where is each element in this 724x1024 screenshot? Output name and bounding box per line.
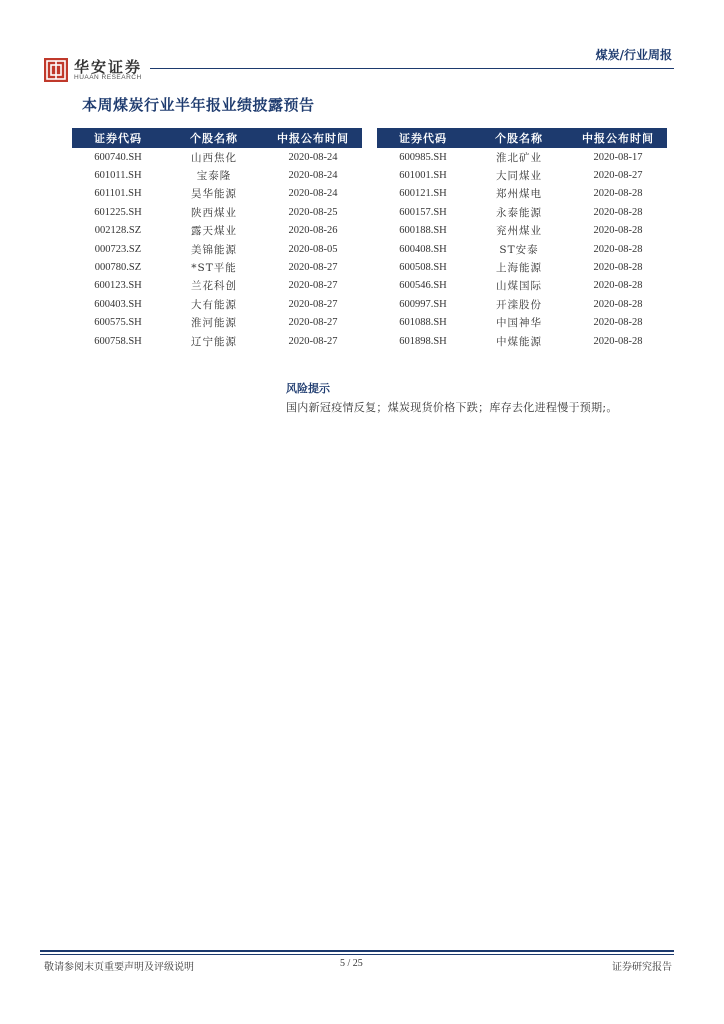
- column-header-date: 中报公布时间: [264, 128, 362, 148]
- stock-code: 600985.SH: [399, 151, 447, 163]
- stock-name: 上海能源: [496, 262, 542, 275]
- report-date: 2020-08-24: [288, 151, 338, 163]
- table-row: [72, 222, 362, 240]
- stock-code: 002128.SZ: [94, 225, 142, 237]
- report-date: 2020-08-28: [593, 206, 643, 218]
- stock-code: 600157.SH: [399, 206, 447, 218]
- table-row: [72, 185, 362, 203]
- stock-code: 600758.SH: [94, 335, 142, 347]
- stock-code: 600403.SH: [94, 298, 142, 310]
- huaan-logo-icon: [44, 58, 68, 82]
- report-category: 煤炭/行业周报: [595, 48, 672, 62]
- report-date: 2020-08-24: [288, 188, 338, 200]
- report-date: 2020-08-27: [593, 170, 643, 182]
- stock-code: 600408.SH: [399, 243, 447, 255]
- stock-name: 淮北矿业: [496, 151, 542, 164]
- report-date: 2020-08-27: [288, 280, 338, 292]
- stock-name: *ST平能: [191, 262, 237, 275]
- report-date: 2020-08-28: [593, 335, 643, 347]
- stock-code: 601101.SH: [94, 188, 142, 200]
- stock-code: 601898.SH: [399, 335, 447, 347]
- table-row: [377, 332, 667, 350]
- risk-text: 国内新冠疫情反复；煤炭现货价格下跌；库存去化进程慢于预期;。: [286, 401, 618, 414]
- table-row: [377, 166, 667, 184]
- table-row: [72, 258, 362, 276]
- disclosure-table-left: [72, 128, 362, 350]
- table-row: [72, 277, 362, 295]
- stock-name: 大同煤业: [496, 170, 542, 183]
- stock-name: 中国神华: [496, 317, 542, 330]
- table-row: [377, 240, 667, 258]
- report-date: 2020-08-28: [593, 317, 643, 329]
- stock-name: 兰花科创: [191, 280, 237, 293]
- stock-code: 600508.SH: [399, 262, 447, 274]
- table-row: [377, 185, 667, 203]
- report-date: 2020-08-27: [288, 317, 338, 329]
- stock-code: 600575.SH: [94, 317, 142, 329]
- report-date: 2020-08-26: [288, 225, 338, 237]
- report-date: 2020-08-28: [593, 243, 643, 255]
- table-row: [377, 222, 667, 240]
- table-row: [377, 295, 667, 313]
- stock-name: 山西焦化: [191, 151, 237, 164]
- stock-code: 000723.SZ: [94, 243, 142, 255]
- stock-name: 郑州煤电: [496, 188, 542, 201]
- stock-code: 600740.SH: [94, 151, 142, 163]
- stock-name: 中煤能源: [496, 335, 542, 348]
- footer-disclaimer: 敬请参阅末页重要声明及评级说明: [44, 962, 194, 973]
- risk-title: 风险提示: [286, 382, 330, 395]
- stock-name: 兖州煤业: [496, 225, 542, 238]
- table-row: [377, 203, 667, 221]
- table-header-row: [377, 128, 667, 148]
- stock-name: 开滦股份: [496, 298, 542, 311]
- table-header-row: [72, 128, 362, 148]
- column-header-code: 证券代码: [72, 128, 164, 148]
- report-date: 2020-08-28: [593, 298, 643, 310]
- table-row: [72, 166, 362, 184]
- table-row: [72, 240, 362, 258]
- stock-name: 淮河能源: [191, 317, 237, 330]
- column-header-date: 中报公布时间: [569, 128, 667, 148]
- report-date: 2020-08-24: [288, 170, 338, 182]
- table-row: [377, 258, 667, 276]
- table-row: [72, 295, 362, 313]
- stock-code: 601001.SH: [399, 170, 447, 182]
- page-number: 5 / 25: [340, 958, 363, 969]
- report-date: 2020-08-05: [288, 243, 338, 255]
- stock-name: 宝泰隆: [196, 170, 232, 183]
- footer-divider: [40, 950, 674, 952]
- disclosure-table-right: [377, 128, 667, 350]
- stock-code: 600546.SH: [399, 280, 447, 292]
- report-date: 2020-08-28: [593, 188, 643, 200]
- footer-report-type: 证券研究报告: [612, 962, 672, 973]
- report-date: 2020-08-25: [288, 206, 338, 218]
- footer-divider-thin: [40, 954, 674, 955]
- stock-code: 600123.SH: [94, 280, 142, 292]
- table-row: [72, 203, 362, 221]
- report-date: 2020-08-17: [593, 151, 643, 163]
- stock-name: ST安泰: [499, 243, 539, 256]
- report-date: 2020-08-27: [288, 335, 338, 347]
- stock-code: 600997.SH: [399, 298, 447, 310]
- stock-code: 601088.SH: [399, 317, 447, 329]
- stock-code: 600121.SH: [399, 188, 447, 200]
- column-header-name: 个股名称: [469, 128, 569, 148]
- report-date: 2020-08-27: [288, 298, 338, 310]
- table-row: [377, 148, 667, 166]
- table-row: [72, 148, 362, 166]
- report-date: 2020-08-28: [593, 225, 643, 237]
- section-title: 本周煤炭行业半年报业绩披露预告: [82, 96, 315, 114]
- table-row: [72, 314, 362, 332]
- logo-subtext: HUAAN RESEARCH: [74, 74, 142, 81]
- column-header-name: 个股名称: [164, 128, 264, 148]
- column-header-code: 证券代码: [377, 128, 469, 148]
- stock-name: 辽宁能源: [191, 335, 237, 348]
- stock-name: 永泰能源: [496, 206, 542, 219]
- stock-code: 601225.SH: [94, 206, 142, 218]
- header-divider: [150, 68, 674, 69]
- stock-code: 600188.SH: [399, 225, 447, 237]
- logo-text: 华安证券: [74, 58, 143, 76]
- stock-name: 美锦能源: [191, 243, 237, 256]
- stock-name: 陕西煤业: [191, 206, 237, 219]
- report-date: 2020-08-28: [593, 262, 643, 274]
- stock-name: 露天煤业: [191, 225, 237, 238]
- stock-code: 000780.SZ: [94, 262, 142, 274]
- stock-name: 大有能源: [191, 298, 237, 311]
- stock-name: 昊华能源: [191, 188, 237, 201]
- table-row: [72, 332, 362, 350]
- table-row: [377, 277, 667, 295]
- page-header: [40, 38, 674, 86]
- report-date: 2020-08-28: [593, 280, 643, 292]
- report-date: 2020-08-27: [288, 262, 338, 274]
- stock-code: 601011.SH: [94, 170, 142, 182]
- table-row: [377, 314, 667, 332]
- stock-name: 山煤国际: [496, 280, 542, 293]
